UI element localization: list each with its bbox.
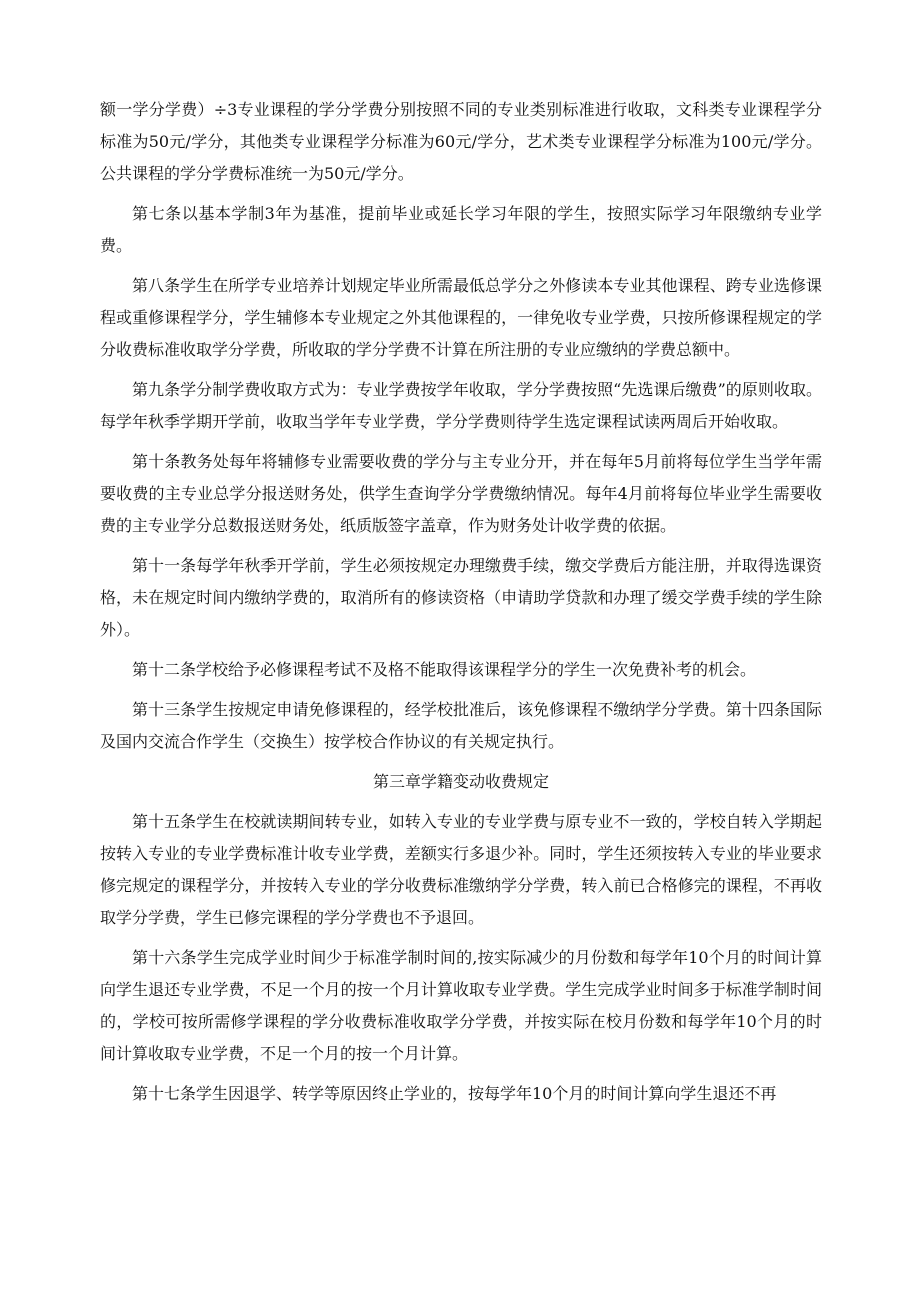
paragraph-article-15: 第十五条学生在校就读期间转专业，如转入专业的专业学费与原专业不一致的，学校自转入学期起按转入专业的专业学费标准计收专业学费，差额实行多退少补。同时，学生还须按转入专业的毕业要求修完规定的课程学分，并按转入专业的学分收费标准缴纳学分学费，转入前已合格修完的课程，不再收取学分学费，学生已修完课程的学分学费也不予退回。 xyxy=(100,812,822,927)
paragraph-article-16: 第十六条学生完成学业时间少于标准学制时间的,按实际减少的月份数和每学年10个月的时间计算向学生退还专业学费，不足一个月的按一个月计算收取专业学费。学生完成学业时间多于标准学制时间的，学校可按所需修学课程的学分收费标准收取学分学费，并按实际在校月份数和每学年10个月的时间计算收取专业学费，不足一个月的按一个月计算。 xyxy=(100,948,822,1063)
paragraph-article-17: 第十七条学生因退学、转学等原因终止学业的，按每学年10个月的时间计算向学生退还不再 xyxy=(132,1084,777,1103)
paragraph-article-13-14: 第十三条学生按规定申请免修课程的，经学校批准后，该免修课程不缴纳学分学费。第十四条国际及国内交流合作学生（交换生）按学校合作协议的有关规定执行。 xyxy=(100,700,822,751)
paragraph-article-8: 第八条学生在所学专业培养计划规定毕业所需最低总学分之外修读本专业其他课程、跨专业选修课程或重修课程学分，学生辅修本专业规定之外其他课程的，一律免收专业学费，只按所修课程规定的学分收费标准收取学分学费，所收取的学分学费不计算在所注册的专业应缴纳的学费总额中。 xyxy=(100,276,822,359)
chapter-heading: 第三章学籍变动收费规定 xyxy=(372,772,549,791)
paragraph-article-7: 第七条以基本学制3年为基准，提前毕业或延长学习年限的学生，按照实际学习年限缴纳专业学费。 xyxy=(100,204,822,255)
paragraph-article-10: 第十条教务处每年将辅修专业需要收费的学分与主专业分开，并在每年5月前将每位学生当学年需要收费的主专业总学分报送财务处，供学生查询学分学费缴纳情况。每年4月前将每位毕业学生需要收费的主专业学分总数报送财务处，纸质版签字盖章，作为财务处计收学费的依据。 xyxy=(100,452,822,535)
document-body xyxy=(100,94,822,1118)
paragraph-article-11: 第十一条每学年秋季开学前，学生必须按规定办理缴费手续，缴交学费后方能注册，并取得选课资格，未在规定时间内缴纳学费的，取消所有的修读资格（申请助学贷款和办理了缓交学费手续的学生除外）。 xyxy=(100,556,822,639)
paragraph-continued-fee-standard: 额一学分学费）÷3专业课程的学分学费分别按照不同的专业类别标准进行收取，文科类专业课程学分标准为50元/学分，其他类专业课程学分标准为60元/学分，艺术类专业课程学分标准为100元/学分。公共课程的学分学费标准统一为50元/学分。 xyxy=(100,100,822,183)
paragraph-article-9: 第九条学分制学费收取方式为：专业学费按学年收取，学分学费按照“先选课后缴费”的原则收取。每学年秋季学期开学前，收取当学年专业学费，学分学费则待学生选定课程试读两周后开始收取。 xyxy=(100,380,822,431)
paragraph-article-12: 第十二条学校给予必修课程考试不及格不能取得该课程学分的学生一次免费补考的机会。 xyxy=(132,660,757,679)
